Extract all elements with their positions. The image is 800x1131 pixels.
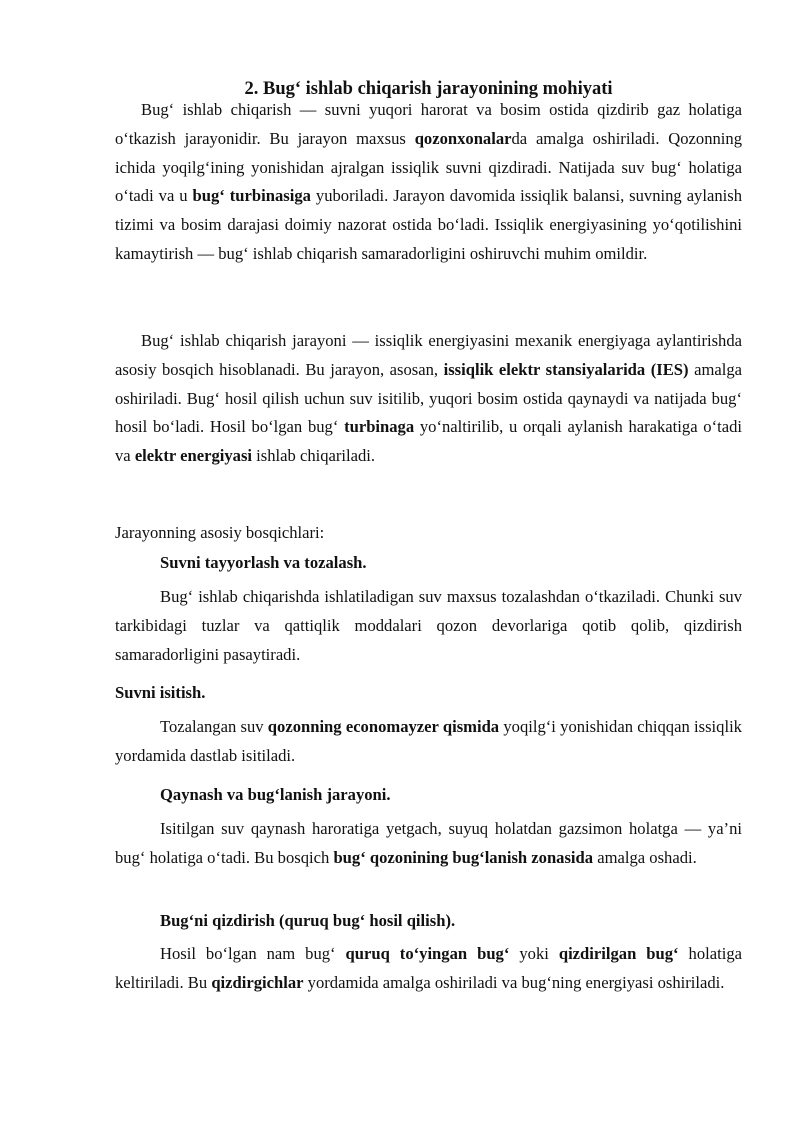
text-run: yoki — [509, 944, 559, 963]
text-run: yoqilg‘i yonishidan chiqqan issiqlik yordamida dastlab isitiladi. — [115, 717, 742, 765]
text-run: yo‘naltirilib, u orqali aylanish harakatiga o‘tadi va — [115, 417, 742, 466]
stage-heading-heating: Suvni isitish. — [115, 683, 206, 702]
bold-term: bug‘ qozonining bug‘lanish zonasida — [333, 847, 594, 867]
text-run: Isitilgan suv qaynash haroratiga yetgach, suyuq holatdan gazsimon holatga — ya’ni bug‘ holatiga o‘tadi. Bu bosqich — [115, 819, 742, 867]
bold-term: quruq to‘yingan bug‘ — [345, 944, 510, 963]
text-run: Hosil bo‘lgan nam bug‘ — [160, 944, 346, 963]
text-run: Bug‘ ishlab chiqarish jarayoni — issiqlik energiyasini mexanik energiyaga aylantirishda asosiy bosqich hisoblanadi. Bu jarayon, asosan, — [115, 331, 742, 379]
bold-term: qizdirilgan bug‘ — [558, 944, 679, 963]
bold-term: qizdirgichlar — [211, 972, 304, 992]
text-run: yuboriladi. Jarayon davomida issiqlik balansi, suvning aylanish tizimi va bosim darajasi doimiy nazorat ostida bo‘ladi. Issiqlik energiyasining yo‘qotilishini kamaytirish — bug‘ ishlab chiqarish samaradorligini oshiruvchi muhim omildir. — [115, 186, 742, 263]
stage-text-boiling — [115, 815, 742, 873]
bold-term: qozonning economayzer qismida — [267, 717, 500, 736]
stages-intro: Jarayonning asosiy bosqichlari: — [115, 523, 325, 542]
stage-text-superheating — [115, 940, 742, 998]
bold-term: qozonxonalar — [414, 128, 512, 148]
paragraph-intro — [115, 96, 742, 269]
text-run: da amalga oshiriladi. Qozonning ichida yoqilg‘ining yonishidan ajralgan issiqlik suvni qizdiradi. Natijada suv bug‘ holatiga o‘tadi va u — [115, 128, 742, 206]
stage-heading-superheating: Bug‘ni qizdirish (quruq bug‘ hosil qilish). — [160, 911, 456, 930]
bold-term: issiqlik elektr stansiyalarida (IES) — [443, 359, 689, 379]
text-run: yordamida amalga oshiriladi va bug‘ning energiyasi oshiriladi. — [303, 972, 725, 992]
text-run: amalga oshadi. — [593, 847, 697, 867]
text-run: Tozalangan suv — [160, 717, 268, 736]
stage-text-heating — [115, 713, 742, 771]
bold-term: elektr energiyasi — [134, 446, 253, 466]
paragraph-process — [115, 327, 742, 471]
text-run: holatiga keltiriladi. Bu — [115, 944, 742, 992]
text-run: amalga oshiriladi. Bug‘ hosil qilish uchun suv isitilib, yuqori bosim ostida qaynaydi va natijada bug‘ hosil bo‘ladi. Hosil bo‘lgan bug‘ — [115, 359, 742, 437]
stage-text-water-treatment: Bug‘ ishlab chiqarishda ishlatiladigan suv maxsus tozalashdan o‘tkaziladi. Chunki suv tarkibidagi tuzlar va qattiqlik moddalari qozon devorlariga qotib qolib, qizdirish samaradorligini pasaytiradi. — [115, 587, 742, 664]
bold-term: bug‘ turbinasiga — [192, 186, 311, 206]
section-title: 2. Bug‘ ishlab chiqarish jarayonining mohiyati — [244, 79, 613, 99]
bold-term: turbinaga — [344, 417, 415, 437]
text-run: Bug‘ ishlab chiqarish — suvni yuqori harorat va bosim ostida qizdirib gaz holatiga o‘tkazish jarayonidir. Bu jarayon maxsus — [115, 100, 742, 148]
text-run: ishlab chiqariladi. — [252, 446, 376, 466]
stage-heading-boiling: Qaynash va bug‘lanish jarayoni. — [160, 785, 391, 804]
stage-heading-water-treatment: Suvni tayyorlash va tozalash. — [160, 553, 367, 572]
